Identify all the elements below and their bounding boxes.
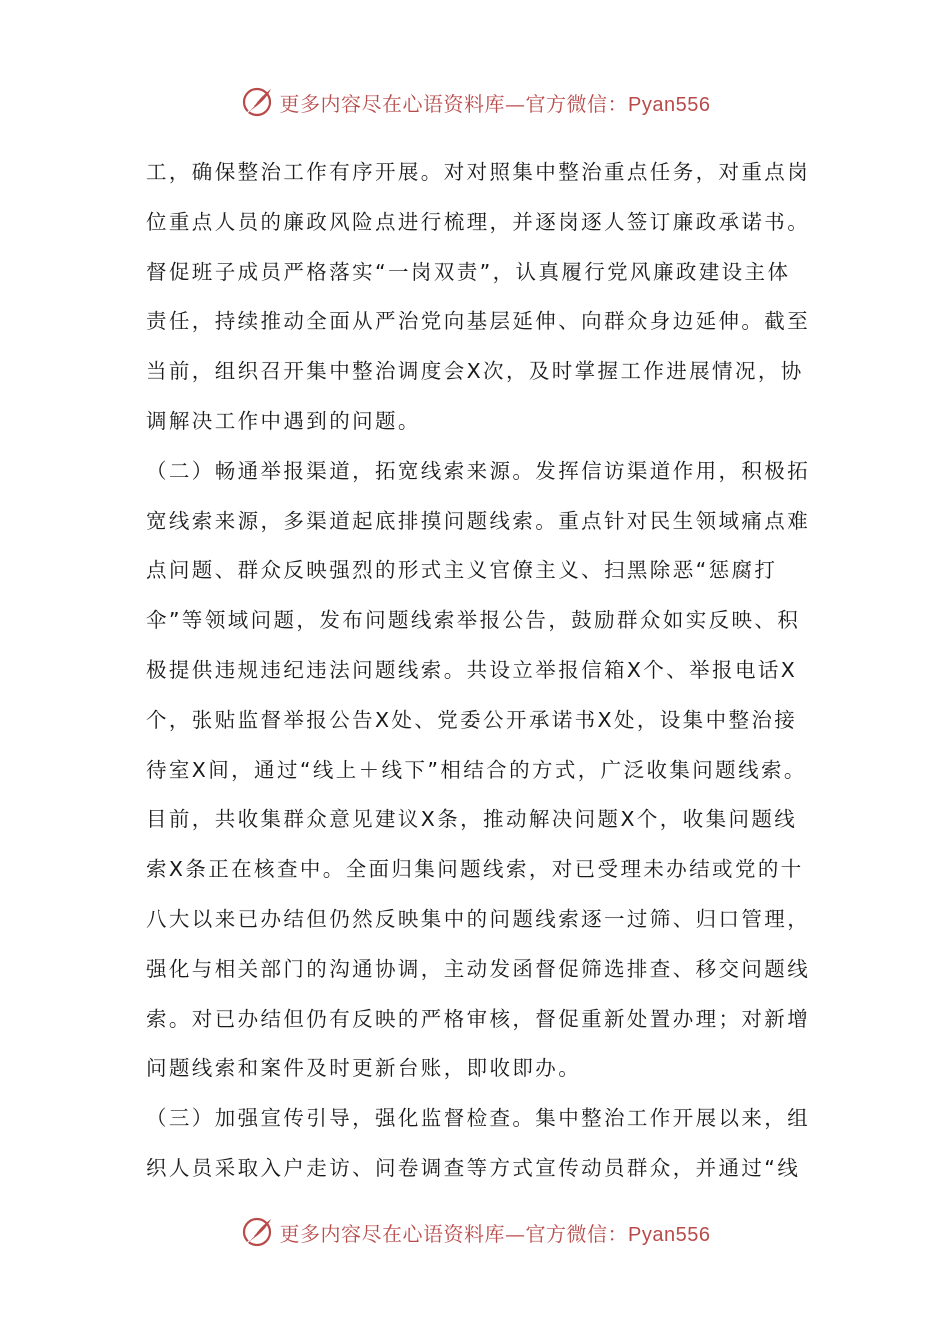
body-text-line: （三）加强宣传引导，强化监督检查。集中整治工作开展以来，组: [146, 1106, 811, 1131]
body-text-line: 极提供违规违纪违法问题线索。共设立举报信箱X个、举报电话X: [146, 657, 798, 682]
quill-pen-circle-icon: [240, 85, 274, 119]
body-text-line: 待室X间，通过“线上＋线下”相结合的方式，广泛收集问题线索。: [146, 757, 807, 782]
body-text-line: 工，确保整治工作有序开展。对对照集中整治重点任务，对重点岗: [146, 160, 811, 184]
body-text-line: 伞”等领域问题，发布问题线索举报公告，鼓励群众如实反映、积: [146, 608, 801, 633]
body-text-line: 索X条正在核查中。全面归集问题线索，对已受理未办结或党的十: [146, 857, 804, 882]
body-text-line: 位重点人员的廉政风险点进行梳理，并逐岗逐人签订廉政承诺书。: [146, 209, 811, 234]
body-text-line: 织人员采取入户走访、问卷调查等方式宣传动员群众，并通过“线: [146, 1155, 801, 1180]
body-text-line: 索。对已办结但仍有反映的严格审核，督促重新处置办理；对新增: [146, 1006, 811, 1031]
body-text-line: 目前，共收集群众意见建议X条，推动解决问题X个，收集问题线: [146, 807, 798, 832]
body-text-line: 当前，组织召开集中整治调度会X次，及时掌握工作进展情况，协: [146, 359, 804, 384]
body-text-line: 责任，持续推动全面从严治党向基层延伸、向群众身边延伸。截至: [146, 309, 811, 334]
watermark-text: 更多内容尽在心语资料库—官方微信：Pyan556: [279, 91, 711, 116]
quill-pen-circle-icon: [240, 1215, 274, 1249]
body-text-line: （二）畅通举报渠道，拓宽线索来源。发挥信访渠道作用，积极拓: [146, 458, 811, 483]
body-text-line: 宽线索来源，多渠道起底排摸问题线索。重点针对民生领域痛点难: [146, 508, 811, 533]
body-text-line: 点问题、群众反映强烈的形式主义官僚主义、扫黑除恶“惩腐打: [146, 558, 778, 583]
body-text-line: 个，张贴监督举报公告X处、党委公开承诺书X处，设集中整治接: [146, 707, 798, 732]
body-text-line: 督促班子成员严格落实“一岗双责”，认真履行党风廉政建设主体: [146, 259, 791, 284]
footer-watermark-banner: [0, 1212, 950, 1252]
body-text-line: 强化与相关部门的沟通协调，主动发函督促筛选排查、移交问题线: [146, 956, 811, 981]
body-text-line: 八大以来已办结但仍然反映集中的问题线索逐一过筛、归口管理，: [146, 906, 811, 931]
body-text-line: 调解决工作中遇到的问题。: [146, 408, 421, 433]
header-watermark-banner: [0, 82, 950, 122]
watermark-text: 更多内容尽在心语资料库—官方微信：Pyan556: [279, 1221, 711, 1246]
document-body: [146, 148, 816, 1194]
body-text-line: 问题线索和案件及时更新台账，即收即办。: [146, 1056, 582, 1081]
